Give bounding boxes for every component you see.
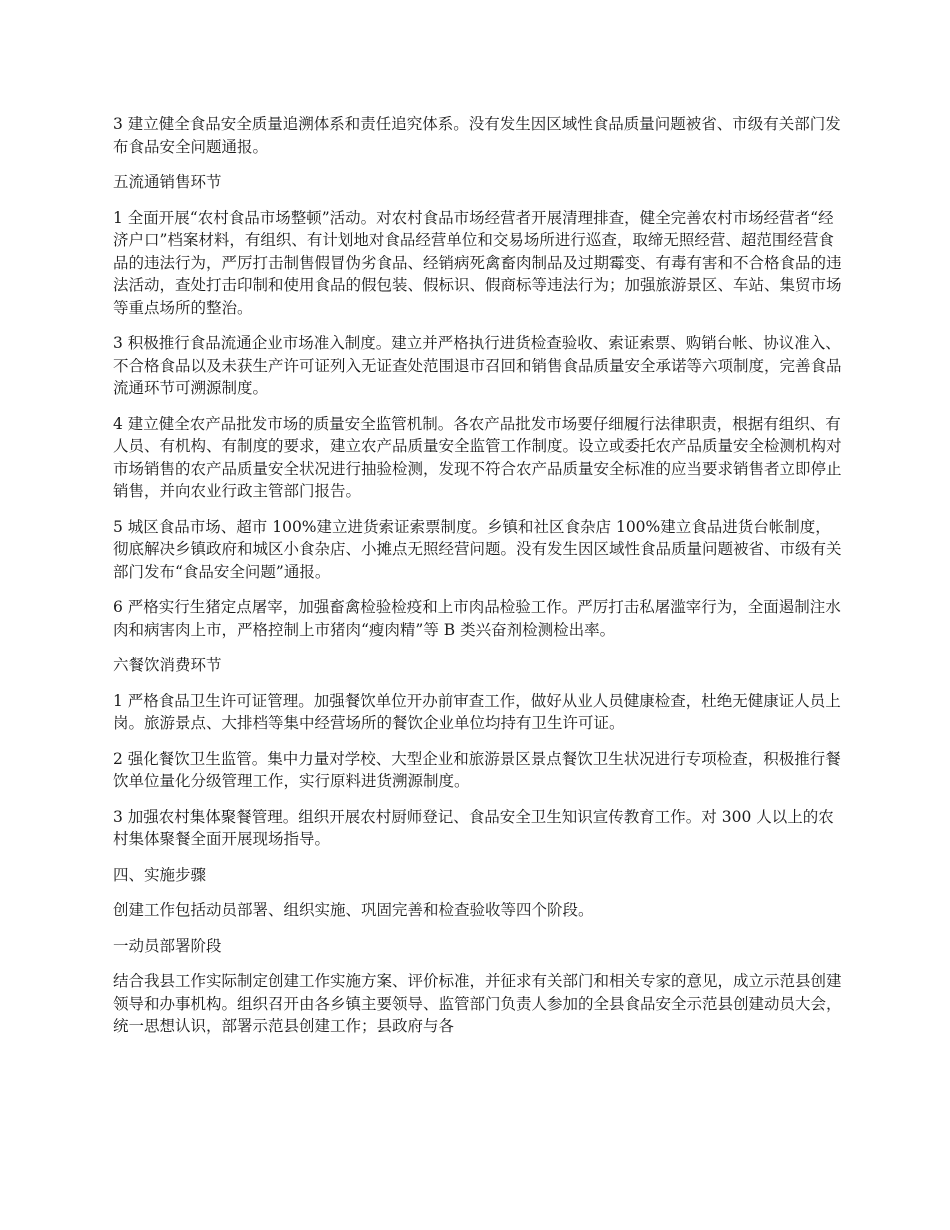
heading-mobilization-stage: 一动员部署阶段 [113, 936, 222, 955]
paragraph-invoice-system: 5 城区食品市场、超市 100%建立进货索证索票制度。乡镇和社区食杂店 100%建立食品进货台帐制度，彻底解决乡镇政府和城区小食杂店、小摊点无照经营问题。没有发生因区域性食品质量问题被省、市级有关部门发布“食品安全问题”通报。 [113, 517, 842, 581]
paragraph-catering-supervision: 2 强化餐饮卫生监管。集中力量对学校、大型企业和旅游景区景点餐饮卫生状况进行专项检查，积极推行餐饮单位量化分级管理工作，实行原料进货溯源制度。 [113, 749, 841, 790]
paragraph-pig-slaughter: 6 严格实行生猪定点屠宰，加强畜禽检验检疫和上市肉品检验工作。严厉打击私屠滥宰行为，全面遏制注水肉和病害肉上市，严格控制上市猪肉“瘦肉精”等 B 类兴奋剂检测检出率。 [113, 598, 841, 639]
heading-circulation-sales: 五流通销售环节 [113, 173, 222, 191]
paragraph-mobilization: 结合我县工作实际制定创建工作实施方案、评价标准，并征求有关部门和相关专家的意见，成立示范县创建领导和办事机构。组织召开由各乡镇主要领导、监管部门负责人参加的全县食品安全示范县创建动员大会，统一思想认识，部署示范县创建工作；县政府与各 [113, 972, 842, 1035]
paragraph-wholesale-market: 4 建立健全农产品批发市场的质量安全监管机制。各农产品批发市场要仔细履行法律职责，根据有组织、有人员、有机构、有制度的要求，建立农产品质量安全监管工作制度。设立或委托农产品质量安全检测机构对市场销售的农产品质量安全状况进行抽验检测，发现不符合农产品质量安全标准的应当要求销售者立即停止销售，并向农业行政主管部门报告。 [113, 414, 842, 500]
paragraph-market-rectification: 1 全面开展“农村食品市场整顿”活动。对农村食品市场经营者开展清理排查，健全完善农村市场经营者“经济户口”档案材料，有组织、有计划地对食品经营单位和交易场所进行巡查，取缔无照经营、超范围经营食品的违法行为，严厉打击制售假冒伪劣食品、经销病死禽畜肉制品及过期霉变、有毒有害和不合格食品的违法活动，查处打击印制和使用食品的假包装、假标识、假商标等违法行为；加强旅游景区、车站、集贸市场等重点场所的整治。 [113, 208, 842, 317]
paragraph-hygiene-license: 1 严格食品卫生许可证管理。加强餐饮单位开办前审查工作，做好从业人员健康检查，杜绝无健康证人员上岗。旅游景点、大排档等集中经营场所的餐饮企业单位均持有卫生许可证。 [113, 691, 841, 732]
paragraph-rural-banquet: 3 加强农村集体聚餐管理。组织开展农村厨师登记、食品安全卫生知识宣传教育工作。对 300 人以上的农村集体聚餐全面开展现场指导。 [113, 807, 834, 848]
paragraph-four-stages: 创建工作包括动员部署、组织实施、巩固完善和检查验收等四个阶段。 [113, 901, 594, 919]
document-page [113, 113, 843, 1051]
paragraph-traceability: 3 建立健全食品安全质量追溯体系和责任追究体系。没有发生因区域性食品质量问题被省、市级有关部门发布食品安全问题通报。 [113, 115, 841, 156]
heading-catering: 六餐饮消费环节 [113, 656, 222, 674]
paragraph-market-access: 3 积极推行食品流通企业市场准入制度。建立并严格执行进货检查验收、索证索票、购销台帐、协议准入、不合格食品以及未获生产许可证列入无证查处范围退市召回和销售食品质量安全承诺等六项制度，完善食品流通环节可溯源制度。 [113, 334, 842, 397]
heading-implementation-steps: 四、实施步骤 [113, 865, 207, 884]
